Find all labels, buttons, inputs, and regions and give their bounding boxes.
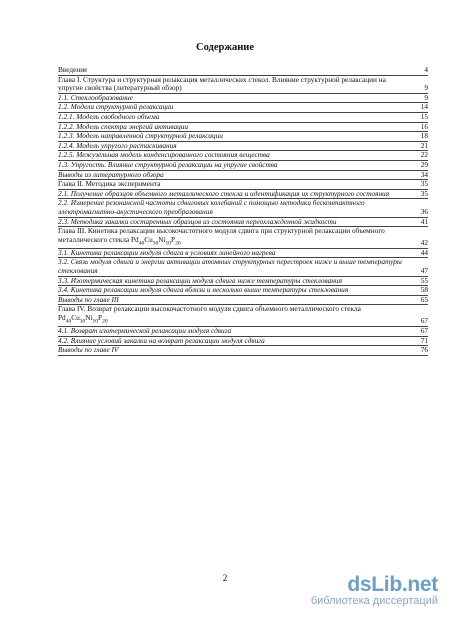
toc-entry (58, 151, 428, 161)
toc-entry (58, 286, 428, 296)
toc-entry (58, 199, 428, 217)
toc-entry-title: Введение (58, 66, 412, 75)
toc-entry (58, 160, 428, 170)
toc-entry-page: 67 (412, 305, 428, 327)
toc-entry-title: 1.3. Упругость. Влияние структурной релаксации на упругие свойства (58, 160, 412, 170)
toc-entry (58, 66, 428, 75)
toc-entry (58, 305, 428, 327)
toc-entry-page: 21 (412, 141, 428, 151)
toc-entry (58, 75, 428, 93)
toc-entry-title: 4.2. Влияние условий закалки на возврат релаксации модуля сдвига (58, 336, 412, 346)
toc-entry (58, 346, 428, 356)
toc-entry-page: 76 (412, 346, 428, 356)
toc-entry-title: Глава III. Кинетика релаксации высокочастотного модуля сдвига при структурной релаксации объемного металлического стекла $Pd_{40}Cu_{30}Ni_{10}P_{20}$ (58, 227, 412, 249)
toc-entry-page: 22 (412, 151, 428, 161)
toc-entry (58, 132, 428, 142)
toc-entry-page: 9 (412, 75, 428, 93)
toc-entry (58, 112, 428, 122)
toc-entry-title: 4.1. Возврат изотермической релаксации модуля сдвига (58, 326, 412, 336)
toc-entry-page: 67 (412, 326, 428, 336)
toc-entry-page: 71 (412, 336, 428, 346)
toc-entry-title: 1.2.1. Модель свободного объема (58, 112, 412, 122)
toc-entry-page: 29 (412, 160, 428, 170)
toc-entry-title: Глава I. Структура и структурная релаксация металлических стекол. Влияние структурной релаксации на упругие свойства (литературный обзор) (58, 75, 412, 93)
watermark-subtitle: библиотека диссертаций (310, 595, 438, 607)
toc-entry-title: 2.3. Методика закалки состаренных образцов из состояния переохлажденной жидкости (58, 217, 412, 227)
toc-entry-title: 1.2.3. Модель направленной структурной релаксации (58, 132, 412, 142)
toc-entry-title: Выводы по главе IV (58, 346, 412, 356)
toc-entry-page: 18 (412, 132, 428, 142)
toc-entry-page: 35 (412, 180, 428, 190)
toc-entry-page: 36 (412, 199, 428, 217)
toc-entry-page: 9 (412, 93, 428, 103)
toc-entry-page: 16 (412, 122, 428, 132)
toc-entry (58, 180, 428, 190)
toc-entry-page: 44 (412, 248, 428, 258)
toc-entry-title: 3.3. Изотермическая кинетика релаксации модуля сдвига ниже температуры стеклования (58, 276, 412, 286)
watermark-logo: dsLib.net (347, 573, 438, 596)
toc-entry-title: 3.2. Связь модуля сдвига и энергии активации атомных структурных перестроек ниже и выше температуры стеклования (58, 258, 412, 276)
toc-heading: Содержание (196, 42, 254, 53)
toc-entry-page: 42 (412, 227, 428, 249)
toc-entry-title: 2.2. Измерение резонансной частоты сдвиговых колебаний с помощью методики бесконтактного электромагнитно-акустического преобразования (58, 199, 412, 217)
toc-entry-title: 3.4. Кинетика релаксации модуля сдвига вблизи и несколько выше температуры стеклования (58, 286, 412, 296)
toc-entry-page: 34 (412, 170, 428, 180)
toc-entry-title: 1.2.4. Модель упругого растаскивания (58, 141, 412, 151)
toc-entry-title: Глава II. Методика эксперимента (58, 180, 412, 190)
toc-entry (58, 326, 428, 336)
page-number: 2 (222, 573, 228, 583)
toc-entry-title: 1.2.2. Модель спектра энергий активации (58, 122, 412, 132)
toc-entry-title: 1.2. Модели структурной релаксации (58, 103, 412, 113)
toc-entry-page: 15 (412, 112, 428, 122)
toc-entry-title: Глава IV. Возврат релаксации высокочастотного модуля сдвига объемного металлического стекла $Pd_{40}Cu_{30}Ni_{10}P_{20}$ (58, 305, 412, 327)
toc-entry-page: 58 (412, 286, 428, 296)
toc-entry-page: 65 (412, 295, 428, 305)
toc-entry-page: 41 (412, 217, 428, 227)
toc-entry-title: 1.2.5. Межузельная модель конденсированного состояния вещества (58, 151, 412, 161)
watermark[interactable] (311, 574, 438, 607)
toc-entry-page: 4 (412, 66, 428, 75)
toc-entry-title: 2.1. Получение образцов объемного металлического стекла и идентификация их структурного состояния (58, 189, 412, 199)
toc-entry-page: 47 (412, 258, 428, 276)
toc-entry-page: 55 (412, 276, 428, 286)
table-of-contents (58, 66, 428, 356)
toc-entry-page: 14 (412, 103, 428, 113)
toc-entry (58, 227, 428, 249)
toc-entry-page: 35 (412, 189, 428, 199)
toc-entry-title: 1.1. Стеклообразование (58, 93, 412, 103)
toc-entry (58, 258, 428, 276)
toc-entry-title: Выводы из литературного обзора (58, 170, 412, 180)
toc-entry-title: Выводы по главе III (58, 295, 412, 305)
toc-entry-title: 3.1. Кинетика релаксации модуля сдвига в условиях линейного нагрева (58, 248, 412, 258)
